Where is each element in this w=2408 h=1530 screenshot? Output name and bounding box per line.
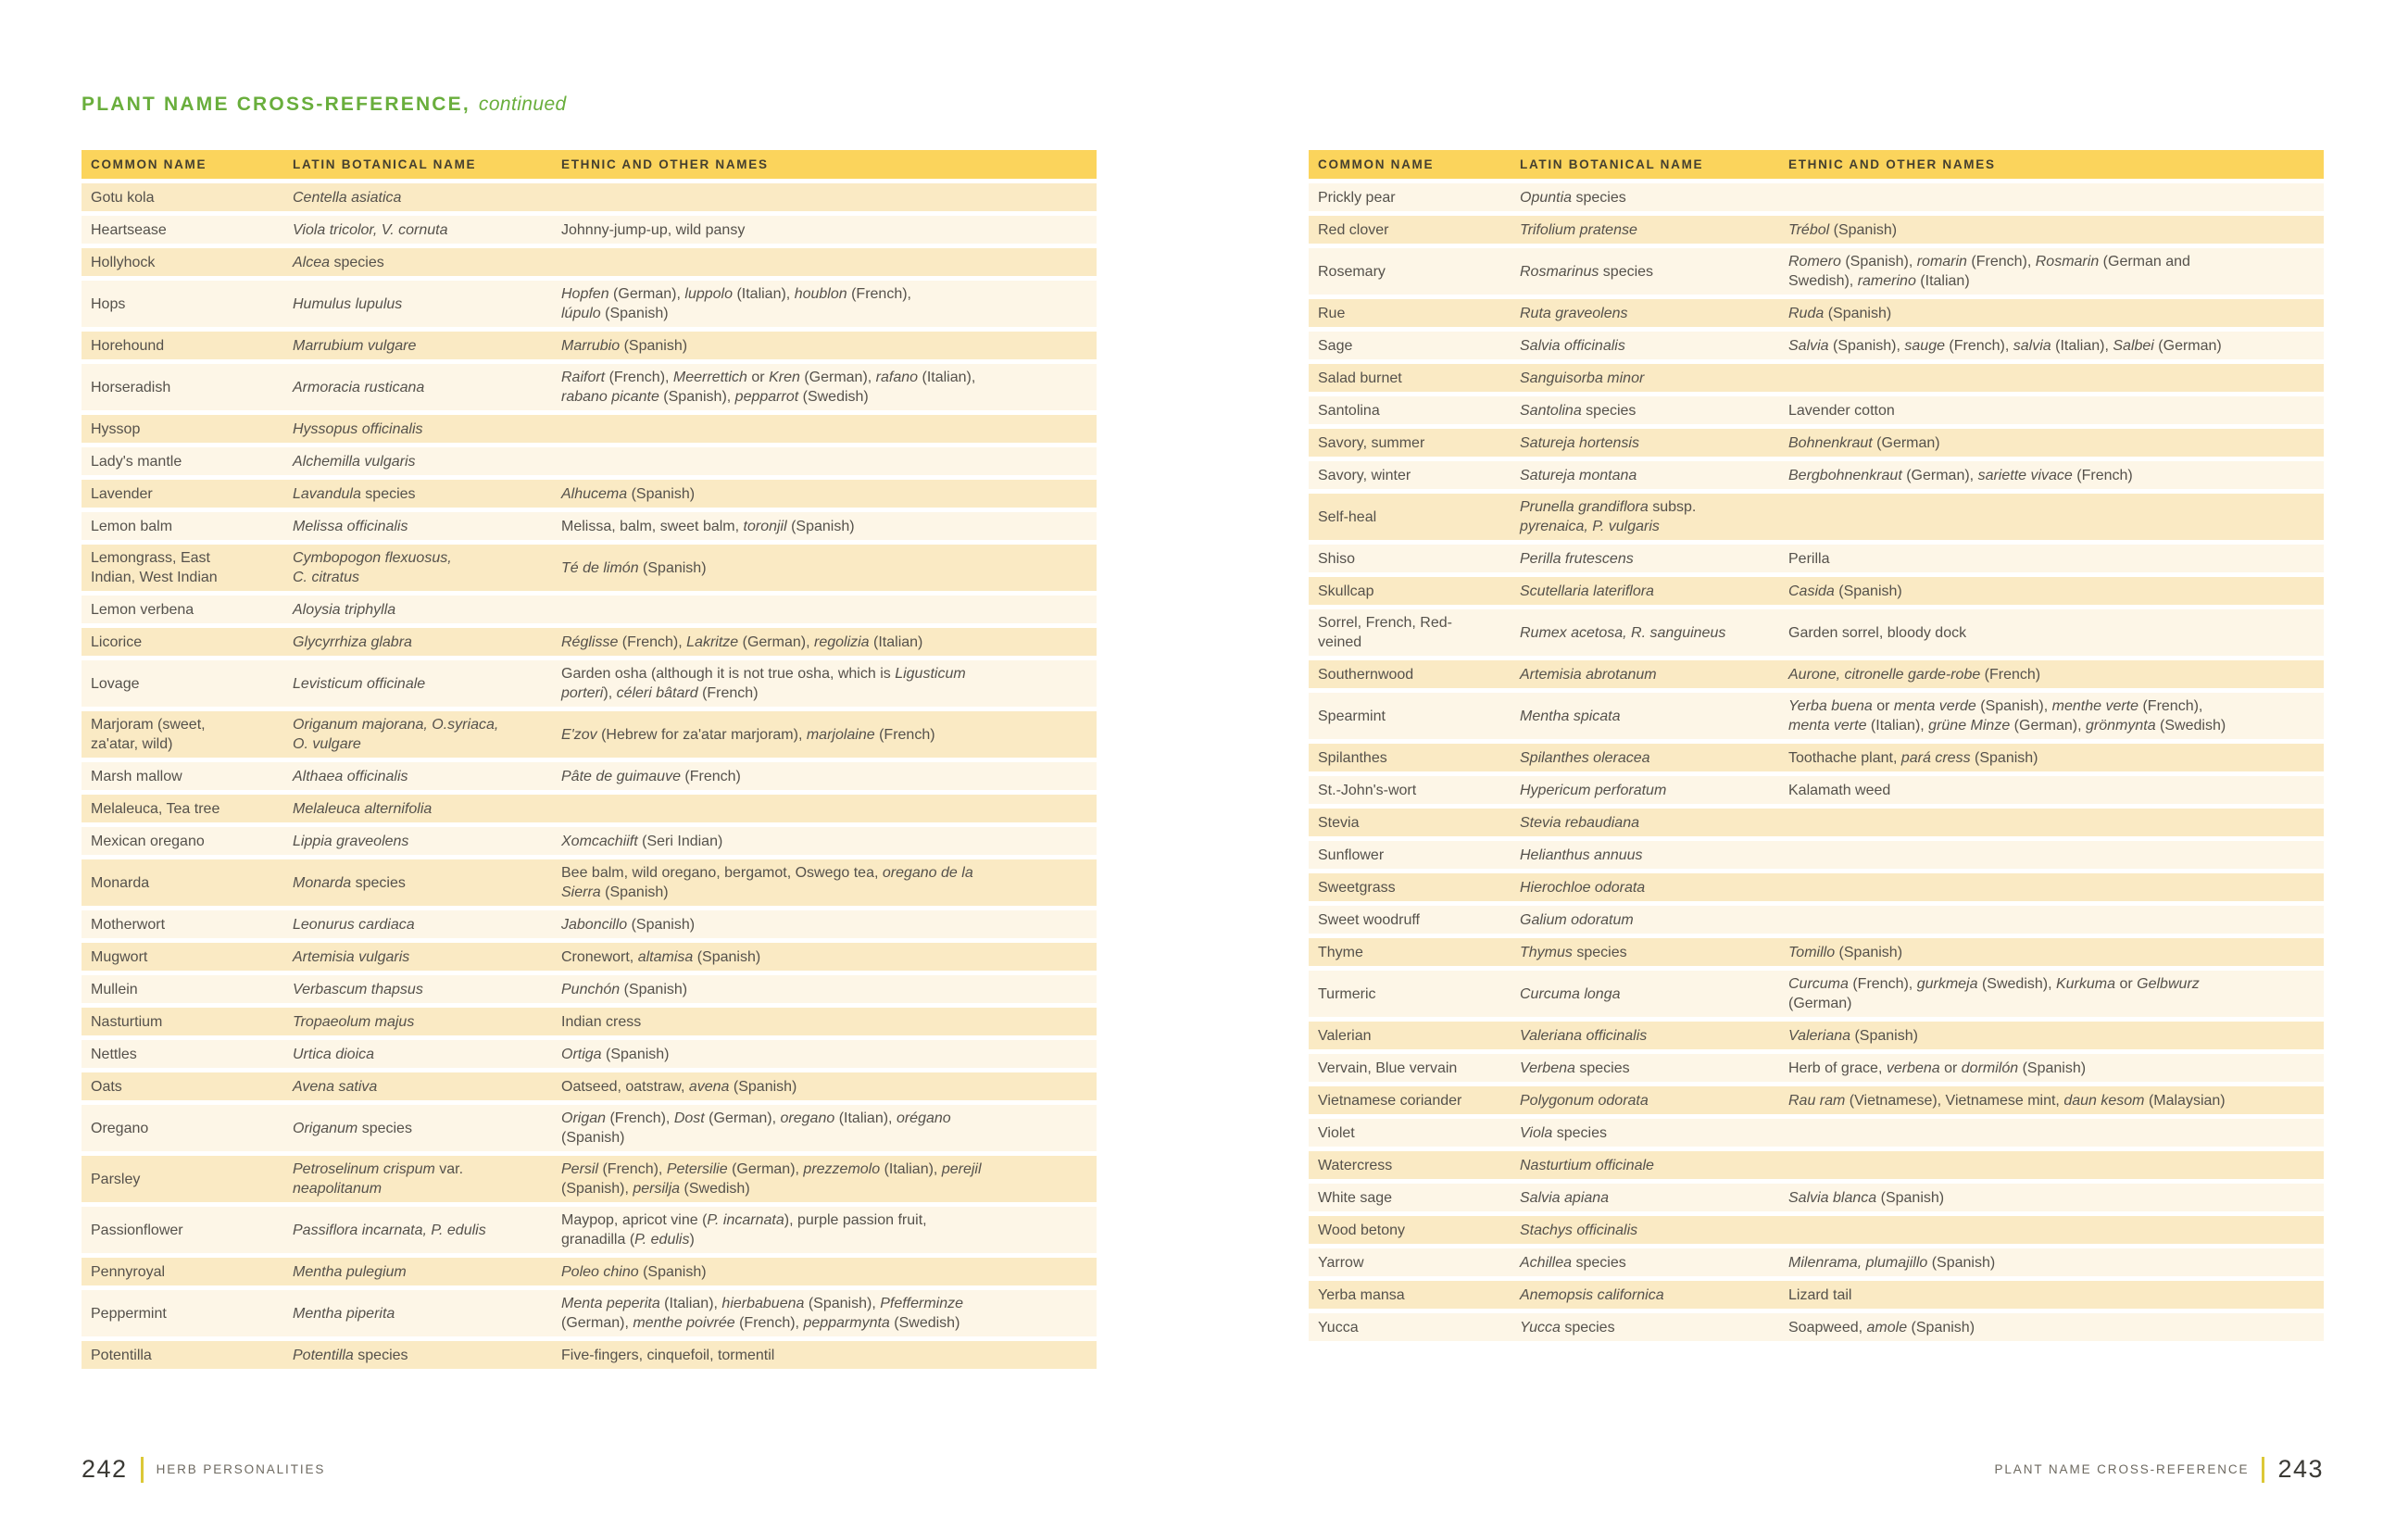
latin-name-cell: Alchemilla vulgaris xyxy=(293,453,416,470)
ethnic-names-cell: Menta peperita (Italian), hierbabuena (Spanish), Pfefferminze (German), menthe poivrée (French), pepparmynta (Swedish) xyxy=(561,1296,964,1331)
ethnic-names-cell: Yerba buena or menta verde (Spanish), menthe verte (French), menta verte (Italian), grüne Minze (German), grönmynta (Swedish) xyxy=(1788,698,2226,734)
table-row xyxy=(1309,906,2324,934)
latin-name-cell: Mentha pulegium xyxy=(293,1263,407,1280)
common-name-cell: Marjoram (sweet, za'atar, wild) xyxy=(91,717,206,752)
table-row xyxy=(82,628,1097,656)
latin-name-cell: Salvia apiana xyxy=(1520,1189,1610,1206)
ethnic-names-cell: Toothache plant, pará cress (Spanish) xyxy=(1788,749,2038,766)
common-name-cell: Spilanthes xyxy=(1318,749,1387,766)
latin-name-cell: Althaea officinalis xyxy=(293,768,408,784)
table-row xyxy=(82,480,1097,508)
common-name-cell: Licorice xyxy=(91,633,143,650)
footer-label-left: HERB PERSONALITIES xyxy=(156,1462,326,1476)
latin-name-cell: Viola species xyxy=(1520,1124,1607,1141)
latin-name-cell: Sanguisorba minor xyxy=(1520,370,1645,386)
ethnic-names-cell: Punchón (Spanish) xyxy=(561,981,688,997)
table-row xyxy=(1309,841,2324,869)
latin-name-cell: Spilanthes oleracea xyxy=(1520,749,1650,766)
ethnic-names-cell: Romero (Spanish), romarin (French), Rosmarin (German and Swedish), ramerino (Italian) xyxy=(1788,254,2190,289)
ethnic-names-cell: Johnny-jump-up, wild pansy xyxy=(561,221,746,238)
table-row xyxy=(82,827,1097,855)
common-name-cell: Sorrel, French, Red- veined xyxy=(1318,615,1452,650)
table-row xyxy=(1309,693,2324,739)
latin-name-cell: Lavandula species xyxy=(293,485,416,502)
table-body-right xyxy=(1309,183,2324,1341)
table-row xyxy=(82,447,1097,475)
table-row xyxy=(1309,971,2324,1017)
latin-name-cell: Stevia rebaudiana xyxy=(1520,814,1639,831)
common-name-cell: Savory, winter xyxy=(1318,467,1411,483)
ethnic-names-cell: Indian cress xyxy=(561,1013,642,1030)
footer-divider-bar xyxy=(2262,1457,2264,1483)
footer-divider-bar xyxy=(141,1457,144,1483)
latin-name-cell: Opuntia species xyxy=(1520,189,1626,206)
common-name-cell: Nasturtium xyxy=(91,1013,163,1030)
table-row xyxy=(1309,1086,2324,1114)
common-name-cell: Nettles xyxy=(91,1046,137,1062)
latin-name-cell: Passiflora incarnata, P. edulis xyxy=(293,1222,486,1238)
common-name-cell: Valerian xyxy=(1318,1027,1372,1044)
common-name-cell: Parsley xyxy=(91,1171,141,1187)
latin-name-cell: Marrubium vulgare xyxy=(293,337,417,354)
ethnic-names-cell: Melissa, balm, sweet balm, toronjil (Spanish) xyxy=(561,518,855,534)
common-name-cell: Hollyhock xyxy=(91,254,156,270)
latin-name-cell: Mentha piperita xyxy=(293,1305,395,1322)
common-name-cell: Lavender xyxy=(91,485,153,502)
ethnic-names-cell: Salvia blanca (Spanish) xyxy=(1788,1189,1945,1206)
latin-name-cell: Hyssopus officinalis xyxy=(293,420,423,437)
latin-name-cell: Aloysia triphylla xyxy=(293,601,396,618)
latin-name-cell: Centella asiatica xyxy=(293,189,402,206)
table-row xyxy=(1309,873,2324,901)
common-name-cell: Sage xyxy=(1318,337,1353,354)
table-row xyxy=(1309,248,2324,295)
ethnic-names-cell: Bergbohnenkraut (German), sariette vivace (French) xyxy=(1788,467,2133,483)
ethnic-names-cell: Herb of grace, verbena or dormilón (Spanish) xyxy=(1788,1060,2087,1076)
common-name-cell: Violet xyxy=(1318,1124,1355,1141)
latin-name-cell: Artemisia vulgaris xyxy=(293,948,410,965)
table-row xyxy=(82,512,1097,540)
table-row xyxy=(82,795,1097,822)
latin-name-cell: Scutellaria lateriflora xyxy=(1520,583,1654,599)
common-name-cell: Horseradish xyxy=(91,379,171,395)
latin-name-cell: Stachys officinalis xyxy=(1520,1222,1638,1238)
table-row xyxy=(1309,660,2324,688)
table-row xyxy=(82,183,1097,211)
common-name-cell: Yarrow xyxy=(1318,1254,1364,1271)
latin-name-cell: Origanum species xyxy=(293,1120,412,1136)
table-row xyxy=(1309,216,2324,244)
common-name-cell: Self-heal xyxy=(1318,508,1377,525)
ethnic-names-cell: Marrubio (Spanish) xyxy=(561,337,688,354)
common-name-cell: Hyssop xyxy=(91,420,141,437)
table-row xyxy=(82,975,1097,1003)
latin-name-cell: Monarda species xyxy=(293,874,406,891)
table-row xyxy=(82,545,1097,591)
ethnic-names-cell: Origan (French), Dost (German), oregano (Italian), orégano (Spanish) xyxy=(561,1110,951,1146)
table-row xyxy=(82,1207,1097,1253)
table-row xyxy=(1309,183,2324,211)
ethnic-names-cell: Five-fingers, cinquefoil, tormentil xyxy=(561,1347,775,1363)
common-name-cell: Lemon verbena xyxy=(91,601,194,618)
ethnic-names-cell: Réglisse (French), Lakritze (German), regolizia (Italian) xyxy=(561,633,923,650)
table-row xyxy=(1309,396,2324,424)
common-name-cell: Turmeric xyxy=(1318,985,1376,1002)
common-name-cell: Monarda xyxy=(91,874,150,891)
page-number-right: 243 xyxy=(2277,1455,2324,1483)
cross-reference-table-left xyxy=(82,150,1097,1369)
common-name-cell: Marsh mallow xyxy=(91,768,182,784)
table-row xyxy=(1309,744,2324,771)
ethnic-names-cell: Trébol (Spanish) xyxy=(1788,221,1898,238)
ethnic-names-cell: Té de limón (Spanish) xyxy=(561,559,707,576)
latin-name-cell: Potentilla species xyxy=(293,1347,408,1363)
common-name-cell: Vervain, Blue vervain xyxy=(1318,1060,1458,1076)
common-name-cell: Sweetgrass xyxy=(1318,879,1396,896)
table-row xyxy=(82,910,1097,938)
ethnic-names-cell: Milenrama, plumajillo (Spanish) xyxy=(1788,1254,1996,1271)
common-name-cell: Oregano xyxy=(91,1120,149,1136)
common-name-cell: Skullcap xyxy=(1318,583,1374,599)
page-number-left: 242 xyxy=(82,1455,128,1483)
common-name-cell: Santolina xyxy=(1318,402,1380,419)
table-row xyxy=(1309,364,2324,392)
latin-name-cell: Armoracia rusticana xyxy=(293,379,425,395)
table-row xyxy=(1309,1054,2324,1082)
column-header-ethnic-names: ETHNIC AND OTHER NAMES xyxy=(561,157,769,171)
latin-name-cell: Mentha spicata xyxy=(1520,708,1621,724)
ethnic-names-cell: Lizard tail xyxy=(1788,1286,1852,1303)
ethnic-names-cell: Casida (Spanish) xyxy=(1788,583,1902,599)
table-row xyxy=(1309,545,2324,572)
common-name-cell: Lovage xyxy=(91,675,140,692)
latin-name-cell: Polygonum odorata xyxy=(1520,1092,1649,1109)
common-name-cell: Shiso xyxy=(1318,550,1356,567)
latin-name-cell: Rosmarinus species xyxy=(1520,263,1654,280)
table-row xyxy=(1309,494,2324,540)
latin-name-cell: Leonurus cardiaca xyxy=(293,916,415,933)
column-header-ethnic-names: ETHNIC AND OTHER NAMES xyxy=(1788,157,1996,171)
common-name-cell: Gotu kola xyxy=(91,189,155,206)
common-name-cell: Horehound xyxy=(91,337,165,354)
latin-name-cell: Nasturtium officinale xyxy=(1520,1157,1654,1173)
table-row xyxy=(1309,776,2324,804)
latin-name-cell: Perilla frutescens xyxy=(1520,550,1634,567)
ethnic-names-cell: Tomillo (Spanish) xyxy=(1788,944,1903,960)
table-row xyxy=(82,415,1097,443)
table-row xyxy=(82,1040,1097,1068)
latin-name-cell: Satureja montana xyxy=(1520,467,1637,483)
ethnic-names-cell: Ruda (Spanish) xyxy=(1788,305,1892,321)
common-name-cell: Watercress xyxy=(1318,1157,1393,1173)
table-row xyxy=(82,711,1097,758)
common-name-cell: Yucca xyxy=(1318,1319,1359,1336)
table-row xyxy=(82,943,1097,971)
page-right xyxy=(1204,0,2408,1530)
common-name-cell: Spearmint xyxy=(1318,708,1386,724)
latin-name-cell: Salvia officinalis xyxy=(1520,337,1625,354)
ethnic-names-cell: Bee balm, wild oregano, bergamot, Oswego tea, oregano de la Sierra (Spanish) xyxy=(561,865,973,900)
common-name-cell: Southernwood xyxy=(1318,666,1414,683)
latin-name-cell: Humulus lupulus xyxy=(293,295,403,312)
cross-reference-table-right xyxy=(1309,150,2324,1341)
ethnic-names-cell: Hopfen (German), luppolo (Italian), houblon (French), lúpulo (Spanish) xyxy=(561,286,911,321)
table-row xyxy=(82,596,1097,623)
table-row xyxy=(1309,1313,2324,1341)
common-name-cell: Savory, summer xyxy=(1318,434,1425,451)
common-name-cell: Lemon balm xyxy=(91,518,173,534)
latin-name-cell: Petroselinum crispum var. neapolitanum xyxy=(293,1161,464,1197)
common-name-cell: Prickly pear xyxy=(1318,189,1396,206)
ethnic-names-cell: Ortiga (Spanish) xyxy=(561,1046,670,1062)
ethnic-names-cell: Garden osha (although it is not true osha, which is Ligusticum porteri), céleri bâtard (French) xyxy=(561,666,966,701)
table-row xyxy=(1309,809,2324,836)
latin-name-cell: Urtica dioica xyxy=(293,1046,375,1062)
ethnic-names-cell: Bohnenkraut (German) xyxy=(1788,434,1940,451)
ethnic-names-cell: Perilla xyxy=(1788,550,1830,567)
table-row xyxy=(1309,577,2324,605)
latin-name-cell: Valeriana officinalis xyxy=(1520,1027,1648,1044)
latin-name-cell: Curcuma longa xyxy=(1520,985,1621,1002)
latin-name-cell: Helianthus annuus xyxy=(1520,847,1643,863)
common-name-cell: Melaleuca, Tea tree xyxy=(91,800,220,817)
table-row xyxy=(1309,1216,2324,1244)
ethnic-names-cell: Maypop, apricot vine (P. incarnata), purple passion fruit, granadilla (P. edulis) xyxy=(561,1212,927,1248)
common-name-cell: White sage xyxy=(1318,1189,1393,1206)
latin-name-cell: Verbena species xyxy=(1520,1060,1630,1076)
common-name-cell: Vietnamese coriander xyxy=(1318,1092,1462,1109)
ethnic-names-cell: Rau ram (Vietnamese), Vietnamese mint, daun kesom (Malaysian) xyxy=(1788,1092,2226,1109)
latin-name-cell: Melaleuca alternifolia xyxy=(293,800,433,817)
table-row xyxy=(82,1156,1097,1202)
table-row xyxy=(1309,1281,2324,1309)
common-name-cell: Lady's mantle xyxy=(91,453,182,470)
ethnic-names-cell: E'zov (Hebrew for za'atar marjoram), marjolaine (French) xyxy=(561,726,935,743)
ethnic-names-cell: Oatseed, oatstraw, avena (Spanish) xyxy=(561,1078,797,1095)
ethnic-names-cell: Jaboncillo (Spanish) xyxy=(561,916,696,933)
column-header-latin-name: LATIN BOTANICAL NAME xyxy=(1520,157,1704,171)
latin-name-cell: Lippia graveolens xyxy=(293,833,409,849)
ethnic-names-cell: Poleo chino (Spanish) xyxy=(561,1263,707,1280)
table-row xyxy=(1309,1248,2324,1276)
column-header-latin-name: LATIN BOTANICAL NAME xyxy=(293,157,477,171)
table-row xyxy=(82,1072,1097,1100)
latin-name-cell: Prunella grandiflora subsp. pyrenaica, P. vulgaris xyxy=(1520,499,1697,534)
latin-name-cell: Hierochloe odorata xyxy=(1520,879,1646,896)
latin-name-cell: Levisticum officinale xyxy=(293,675,426,692)
page-title-suffix: continued xyxy=(478,94,567,115)
ethnic-names-cell: Garden sorrel, bloody dock xyxy=(1788,624,1967,641)
common-name-cell: Red clover xyxy=(1318,221,1389,238)
latin-name-cell: Thymus species xyxy=(1520,944,1627,960)
footer-label-right: PLANT NAME CROSS-REFERENCE xyxy=(1994,1462,2250,1476)
common-name-cell: Motherwort xyxy=(91,916,166,933)
table-row xyxy=(82,1341,1097,1369)
table-row xyxy=(1309,1184,2324,1211)
common-name-cell: Passionflower xyxy=(91,1222,183,1238)
table-row xyxy=(1309,1022,2324,1049)
ethnic-names-cell: Cronewort, altamisa (Spanish) xyxy=(561,948,761,965)
table-row xyxy=(82,859,1097,906)
table-row xyxy=(82,1258,1097,1285)
ethnic-names-cell: Alhucema (Spanish) xyxy=(561,485,696,502)
common-name-cell: Mugwort xyxy=(91,948,148,965)
ethnic-names-cell: Aurone, citronelle garde-robe (French) xyxy=(1788,666,2041,683)
table-body-left xyxy=(82,183,1097,1369)
latin-name-cell: Galium odoratum xyxy=(1520,911,1634,928)
table-row xyxy=(82,332,1097,359)
latin-name-cell: Avena sativa xyxy=(293,1078,378,1095)
common-name-cell: Yerba mansa xyxy=(1318,1286,1405,1303)
ethnic-names-cell: Kalamath weed xyxy=(1788,782,1891,798)
common-name-cell: Peppermint xyxy=(91,1305,167,1322)
table-row xyxy=(82,248,1097,276)
common-name-cell: Potentilla xyxy=(91,1347,152,1363)
table-row xyxy=(1309,461,2324,489)
ethnic-names-cell: Xomcachiift (Seri Indian) xyxy=(561,833,723,849)
table-row xyxy=(1309,938,2324,966)
ethnic-names-cell: Raifort (French), Meerrettich or Kren (German), rafano (Italian), rabano picante (Spanish), pepparrot (Swedish) xyxy=(561,370,976,405)
latin-name-cell: Trifolium pratense xyxy=(1520,221,1637,238)
ethnic-names-cell: Salvia (Spanish), sauge (French), salvia (Italian), Salbei (German) xyxy=(1788,337,2222,354)
latin-name-cell: Origanum majorana, O.syriaca, O. vulgare xyxy=(293,717,499,752)
latin-name-cell: Anemopsis californica xyxy=(1520,1286,1664,1303)
table-row xyxy=(82,1105,1097,1151)
common-name-cell: Stevia xyxy=(1318,814,1360,831)
column-header-common-name: COMMON NAME xyxy=(91,157,207,171)
latin-name-cell: Santolina species xyxy=(1520,402,1637,419)
table-row xyxy=(82,216,1097,244)
common-name-cell: Sweet woodruff xyxy=(1318,911,1420,928)
latin-name-cell: Verbascum thapsus xyxy=(293,981,423,997)
latin-name-cell: Rumex acetosa, R. sanguineus xyxy=(1520,624,1726,641)
latin-name-cell: Tropaeolum majus xyxy=(293,1013,415,1030)
table-row xyxy=(1309,1151,2324,1179)
common-name-cell: Rue xyxy=(1318,305,1346,321)
table-row xyxy=(82,281,1097,327)
ethnic-names-cell: Persil (French), Petersilie (German), prezzemolo (Italian), perejil (Spanish), persilja (Swedish) xyxy=(561,1161,982,1197)
table-header-row xyxy=(1309,150,2324,179)
common-name-cell: Thyme xyxy=(1318,944,1363,960)
common-name-cell: Oats xyxy=(91,1078,122,1095)
common-name-cell: St.-John's-wort xyxy=(1318,782,1417,798)
table-row xyxy=(1309,429,2324,457)
table-row xyxy=(1309,1119,2324,1147)
latin-name-cell: Melissa officinalis xyxy=(293,518,408,534)
ethnic-names-cell: Valeriana (Spanish) xyxy=(1788,1027,1918,1044)
latin-name-cell: Yucca species xyxy=(1520,1319,1615,1336)
table-row xyxy=(82,660,1097,707)
common-name-cell: Rosemary xyxy=(1318,263,1386,280)
table-row xyxy=(82,1008,1097,1035)
common-name-cell: Pennyroyal xyxy=(91,1263,166,1280)
common-name-cell: Hops xyxy=(91,295,126,312)
latin-name-cell: Alcea species xyxy=(293,254,384,270)
latin-name-cell: Hypericum perforatum xyxy=(1520,782,1667,798)
footer-left xyxy=(82,1455,325,1484)
latin-name-cell: Satureja hortensis xyxy=(1520,434,1639,451)
latin-name-cell: Achillea species xyxy=(1520,1254,1626,1271)
latin-name-cell: Cymbopogon flexuosus, C. citratus xyxy=(293,550,452,585)
footer-right xyxy=(1994,1455,2324,1484)
ethnic-names-cell: Pâte de guimauve (French) xyxy=(561,768,741,784)
table-row xyxy=(82,1290,1097,1336)
table-row xyxy=(82,364,1097,410)
table-row xyxy=(1309,299,2324,327)
latin-name-cell: Glycyrrhiza glabra xyxy=(293,633,412,650)
table-row xyxy=(1309,332,2324,359)
table-row xyxy=(1309,609,2324,656)
common-name-cell: Sunflower xyxy=(1318,847,1385,863)
common-name-cell: Lemongrass, East Indian, West Indian xyxy=(91,550,218,585)
column-header-common-name: COMMON NAME xyxy=(1318,157,1435,171)
ethnic-names-cell: Soapweed, amole (Spanish) xyxy=(1788,1319,1975,1336)
latin-name-cell: Artemisia abrotanum xyxy=(1520,666,1657,683)
common-name-cell: Mexican oregano xyxy=(91,833,205,849)
table-header-row xyxy=(82,150,1097,179)
common-name-cell: Wood betony xyxy=(1318,1222,1405,1238)
latin-name-cell: Ruta graveolens xyxy=(1520,305,1628,321)
common-name-cell: Heartsease xyxy=(91,221,167,238)
page-title-main: PLANT NAME CROSS-REFERENCE, xyxy=(82,94,470,115)
table-row xyxy=(82,762,1097,790)
common-name-cell: Mullein xyxy=(91,981,138,997)
common-name-cell: Salad burnet xyxy=(1318,370,1402,386)
ethnic-names-cell: Lavender cotton xyxy=(1788,402,1895,419)
page-title xyxy=(82,94,1204,119)
latin-name-cell: Viola tricolor, V. cornuta xyxy=(293,221,448,238)
ethnic-names-cell: Curcuma (French), gurkmeja (Swedish), Kurkuma or Gelbwurz (German) xyxy=(1788,976,2200,1011)
